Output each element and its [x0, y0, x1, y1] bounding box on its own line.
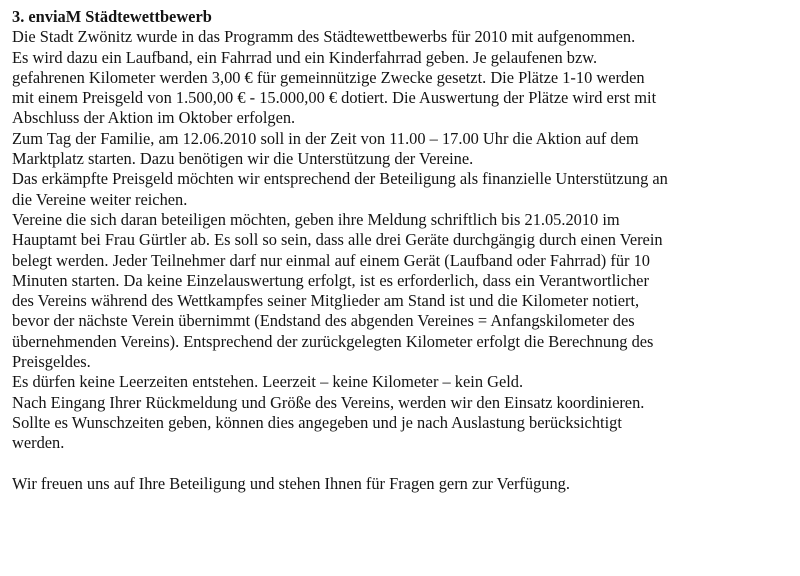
body-text: [12, 27, 792, 494]
text-line: Marktplatz starten. Dazu benötigen wir die Unterstützung der Vereine.: [12, 149, 474, 169]
text-line: übernehmenden Vereins). Entsprechend der zurückgelegten Kilometer erfolgt die Berechnung des: [12, 331, 654, 351]
text-line: Sollte es Wunschzeiten geben, können dies angegeben und je nach Auslastung berücksichtigt: [12, 412, 622, 432]
text-line: Es wird dazu ein Laufband, ein Fahrrad und ein Kinderfahrrad geben. Je gelaufenen bzw.: [12, 47, 598, 67]
paragraph-gap: [12, 454, 792, 474]
text-line: Es dürfen keine Leerzeiten entstehen. Leerzeit – keine Kilometer – kein Geld.: [12, 372, 524, 392]
text-line: Die Stadt Zwönitz wurde in das Programm des Städtewettbewerbs für 2010 mit aufgenommen.: [12, 27, 636, 47]
text-line: bevor der nächste Verein übernimmt (Endstand des abgenden Vereines = Anfangskilometer des: [12, 311, 635, 331]
text-line: mit einem Preisgeld von 1.500,00 € - 15.000,00 € dotiert. Die Auswertung der Plätze wird erst mit: [12, 88, 657, 108]
text-line: Hauptamt bei Frau Gürtler ab. Es soll so sein, dass alle drei Geräte durchgängig durch einen Verein: [12, 230, 663, 250]
text-line: Nach Eingang Ihrer Rückmeldung und Größe des Vereins, werden wir den Einsatz koordinieren.: [12, 392, 645, 412]
text-line: Abschluss der Aktion im Oktober erfolgen.: [12, 108, 296, 128]
text-line: gefahrenen Kilometer werden 3,00 € für gemeinnützige Zwecke gesetzt. Die Plätze 1-10 werden: [12, 67, 645, 87]
text-line: des Vereins während des Wettkampfes seiner Mitglieder am Stand ist und die Kilometer notiert,: [12, 291, 640, 311]
document-page: [12, 7, 792, 494]
text-line: Preisgeldes.: [12, 352, 91, 372]
text-line: Minuten starten. Da keine Einzelauswertung erfolgt, ist es erforderlich, dass ein Verantwortlicher: [12, 270, 649, 290]
text-line: die Vereine weiter reichen.: [12, 189, 188, 209]
text-line: belegt werden. Jeder Teilnehmer darf nur einmal auf einem Gerät (Laufband oder Fahrrad) für 10: [12, 250, 650, 270]
text-line: werden.: [12, 433, 65, 453]
closing-line: Wir freuen uns auf Ihre Beteiligung und stehen Ihnen für Fragen gern zur Verfügung.: [12, 473, 570, 493]
section-heading: 3. enviaM Städtewettbewerb: [12, 7, 212, 26]
text-line: Das erkämpfte Preisgeld möchten wir entsprechend der Beteiligung als finanzielle Unterstützung an: [12, 169, 668, 189]
text-line: Zum Tag der Familie, am 12.06.2010 soll in der Zeit von 11.00 – 17.00 Uhr die Aktion auf dem: [12, 128, 639, 148]
text-line: Vereine die sich daran beteiligen möchten, geben ihre Meldung schriftlich bis 21.05.2010 im: [12, 209, 620, 229]
